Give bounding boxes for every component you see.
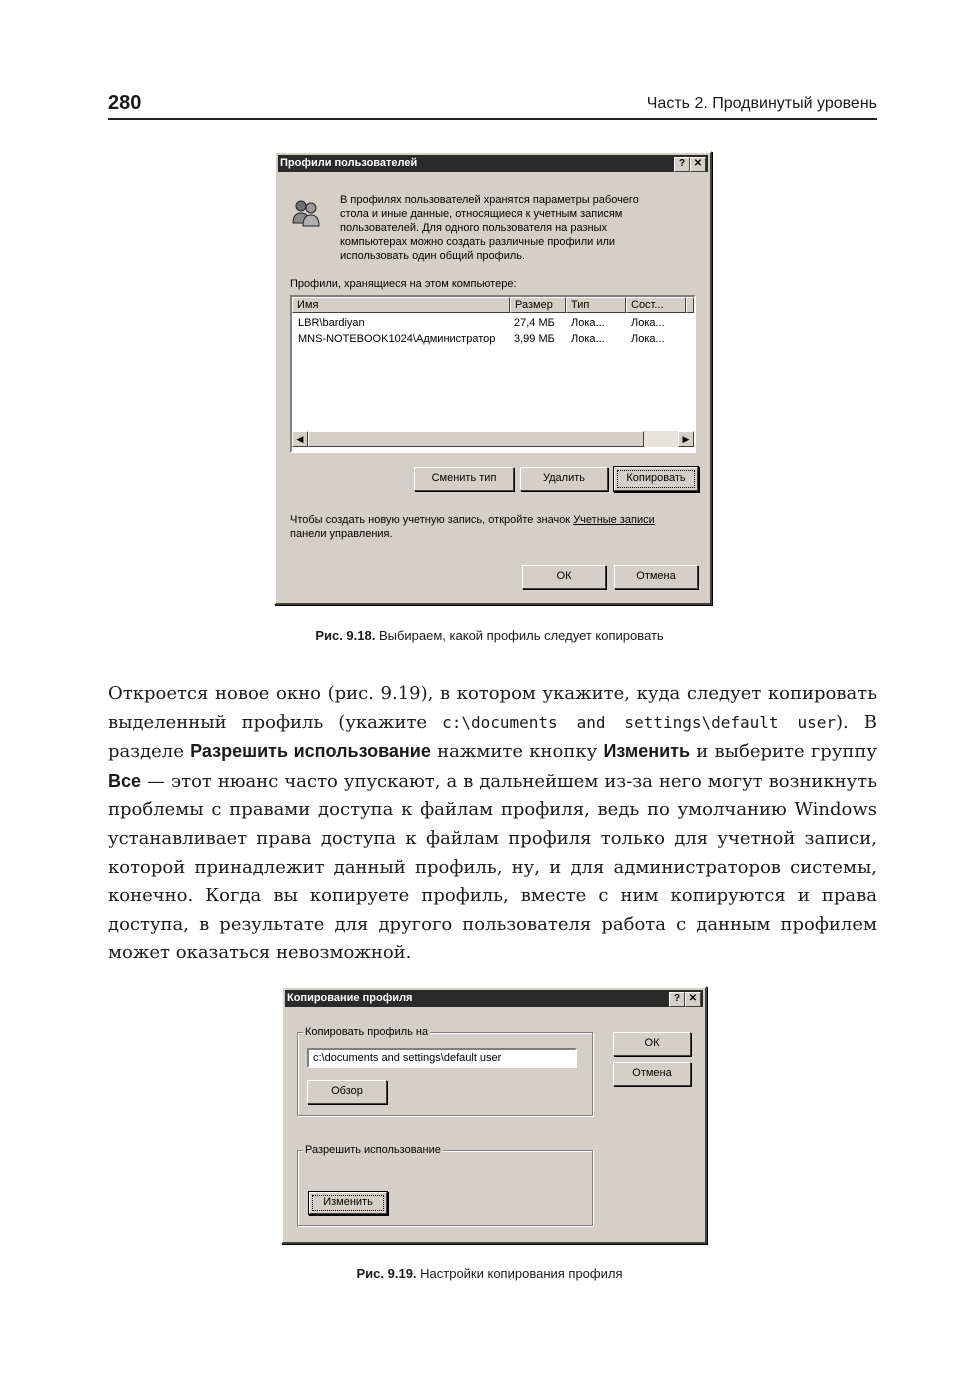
profiles-list-label: Профили, хранящиеся на этом компьютере: <box>290 278 517 290</box>
dialog-title: Копирование профиля <box>287 992 413 1004</box>
page-header <box>108 92 877 120</box>
dialog-title: Профили пользователей <box>280 157 418 169</box>
permit-use-label: Разрешить использование <box>305 1144 441 1156</box>
scroll-thumb[interactable] <box>308 431 644 447</box>
cancel-button[interactable]: Отмена <box>613 1062 691 1086</box>
scroll-right-icon[interactable]: ▶ <box>678 431 694 447</box>
change-type-button[interactable]: Сменить тип <box>414 467 514 491</box>
figure-caption-9-18: Рис. 9.18. Выбираем, какой профиль следует копировать <box>315 628 664 643</box>
help-button[interactable]: ? <box>674 157 690 172</box>
copy-to-label: Копировать профиль на <box>305 1026 429 1038</box>
cancel-button[interactable]: Отмена <box>614 565 698 589</box>
horizontal-scrollbar[interactable] <box>292 431 694 447</box>
dialog-titlebar <box>278 155 708 172</box>
figure-caption-9-19: Рис. 9.19. Настройки копирования профиля <box>356 1266 623 1281</box>
column-header-status[interactable]: Сост... <box>626 297 686 313</box>
body-paragraph: Откроется новое окно (рис. 9.19), в котором укажите, куда следует копировать выделенный профиль (укажите c:\documents and settings\default user). В разделе Разрешить использование нажмите кнопку Изменить и выберите группу Все — этот нюанс часто упускают, а в дальнейшем из-за него могут возникнуть проблемы с правами доступа к файлам профиля, ведь по умолчанию Windows устанавливает права доступа к файлам профиля только для учетной записи, которой принадлежит данный профиль, ну, и для администраторов системы, конечно. Когда вы копируете профиль, вместе с ним копируются и права доступа, в результате для другого пользователя работа с данным профилем может оказаться невозможной. <box>108 683 878 964</box>
profile-status: Лока... <box>631 317 665 329</box>
user-accounts-link[interactable]: Учетные записи <box>573 514 655 526</box>
delete-button[interactable]: Удалить <box>520 467 608 491</box>
footer-text: Чтобы создать новую учетную запись, откройте значок Учетные записи панели управления. <box>290 514 655 540</box>
profile-size: 27,4 МБ <box>514 317 555 329</box>
page-number: 280 <box>108 92 142 114</box>
table-row[interactable] <box>292 315 694 331</box>
close-button[interactable]: ✕ <box>685 992 701 1007</box>
table-row[interactable] <box>292 331 694 347</box>
permit-use-groupbox <box>297 1150 593 1226</box>
close-button[interactable]: ✕ <box>690 157 706 172</box>
users-icon <box>290 197 322 229</box>
destination-path-input[interactable]: c:\documents and settings\default user <box>307 1048 577 1068</box>
term-change: Изменить <box>603 741 691 762</box>
browse-button[interactable]: Обзор <box>307 1080 387 1104</box>
term-everyone: Все <box>108 770 142 791</box>
profiles-list[interactable] <box>290 295 696 453</box>
profile-type: Лока... <box>571 317 605 329</box>
scroll-left-icon[interactable]: ◀ <box>292 431 308 447</box>
ok-button[interactable]: ОК <box>613 1032 691 1056</box>
user-profiles-dialog <box>274 151 712 605</box>
column-header-extra[interactable] <box>686 297 694 313</box>
profile-size: 3,99 МБ <box>514 333 555 345</box>
running-head: Часть 2. Продвинутый уровень <box>646 95 877 112</box>
column-header-type[interactable]: Тип <box>566 297 626 313</box>
dialog-titlebar <box>285 990 703 1007</box>
column-header-name[interactable]: Имя <box>292 297 510 313</box>
path-code: c:\documents and settings\default user <box>442 712 837 732</box>
profile-status: Лока... <box>631 333 665 345</box>
profile-type: Лока... <box>571 333 605 345</box>
profile-name: MNS-NOTEBOOK1024\Администратор <box>298 333 496 345</box>
copy-button[interactable]: Копировать <box>614 467 698 491</box>
term-permit-use: Разрешить использование <box>190 741 431 762</box>
change-button[interactable]: Изменить <box>309 1192 387 1214</box>
help-button[interactable]: ? <box>669 992 685 1007</box>
copy-profile-dialog <box>281 986 707 1244</box>
profile-name: LBR\bardiyan <box>298 317 365 329</box>
column-header-size[interactable]: Размер <box>510 297 566 313</box>
ok-button[interactable]: ОК <box>522 565 606 589</box>
profiles-description: В профилях пользователей хранятся параметры рабочего стола и иные данные, относящиеся к учетным записям пользователей. Для одного пользователя на разных компьютерах можно создать различные профили или использовать один общий профиль. <box>340 194 639 262</box>
